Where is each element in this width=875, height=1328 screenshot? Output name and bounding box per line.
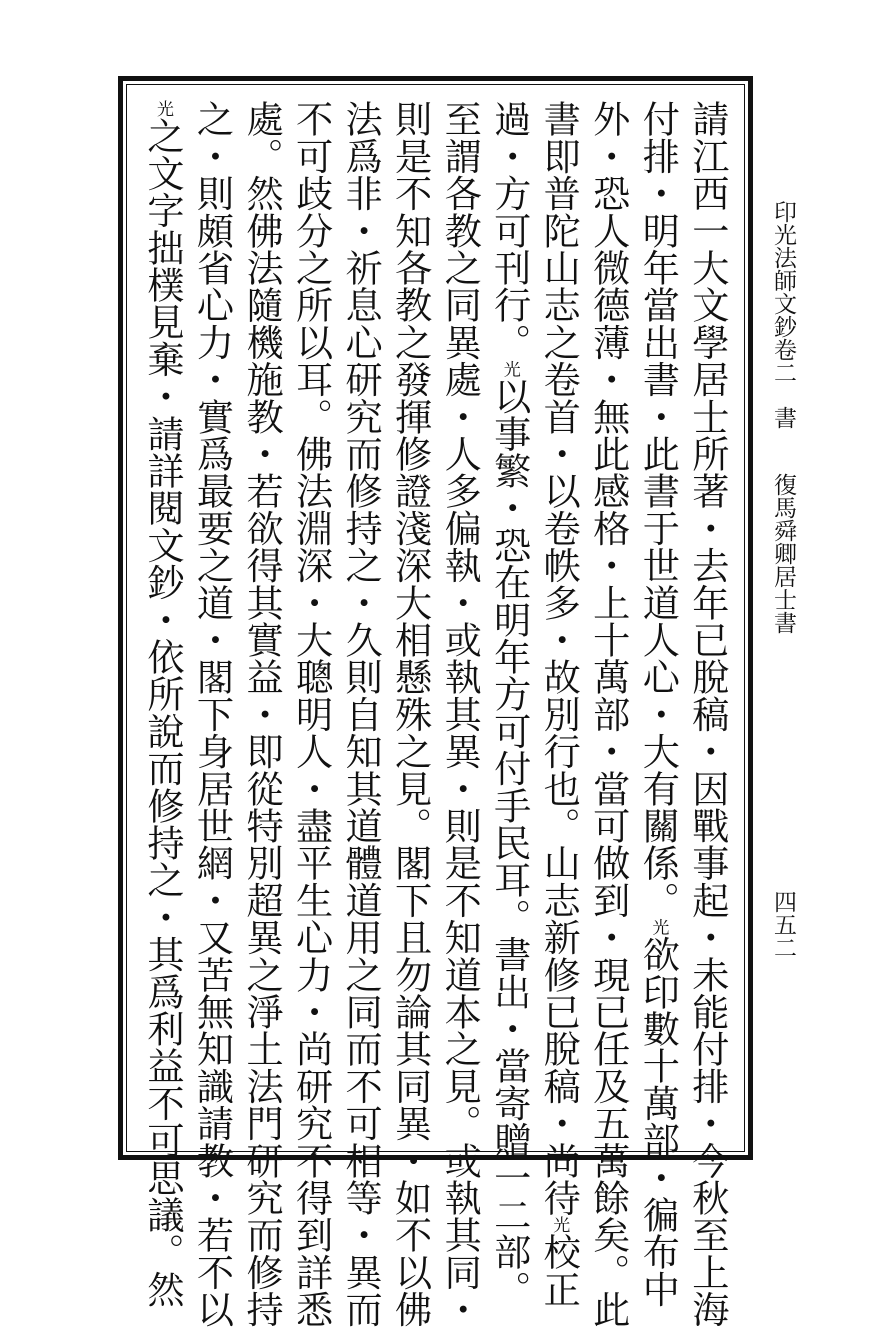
text-column-9: 不可歧分之所以耳。佛法淵深・大聰明人・盡平生心力・尚研究不得到詳悉 <box>289 100 334 1328</box>
letter-title: 復馬舜卿居士書 <box>770 473 796 634</box>
text-column-6: 至謂各教之同異處・人多偏執・或執其異・則是不知道本之見。或執其同・ <box>438 100 483 1328</box>
text-column-8: 法爲非・祈息心研究而修持之・久則自知其道體道用之同而不可相等・異而 <box>339 100 384 1328</box>
text-column-5: 過・方可刊行。光以事繁・恐在明年方可付手民耳。書出・當寄贈一二部。 <box>487 100 532 1308</box>
text-column-2: 付排・明年當出書・此書于世道人心・大有關係。光欲印數十萬部・徧布中 <box>636 100 681 1308</box>
section-label: 書 <box>770 406 796 429</box>
text-column-4: 書即普陀山志之卷首・以卷帙多・故別行也。山志新修已脫稿・尚待光校正 <box>537 100 582 1308</box>
page-number: 四五二 <box>770 890 796 959</box>
text-column-7: 則是不知各教之發揮修證淺深大相懸殊之見。閣下且勿論其同異・如不以佛 <box>388 100 433 1328</box>
text-column-11: 之・則頗省心力・實爲最要之道・閣下身居世網・又苦無知識請教・若不以 <box>190 100 235 1328</box>
text-column-10: 處。然佛法隨機施教・若欲得其實益・即從特別超異之淨土法門研究而修持 <box>240 100 285 1328</box>
text-column-12: 光之文字拙樸見棄・請詳閱文鈔・依所說而修持之・其爲利益不可思議。然 <box>141 100 185 1308</box>
book-title: 印光法師文鈔卷二 <box>770 200 796 384</box>
body-text <box>140 100 730 1328</box>
text-column-3: 外・恐人微德薄・無此感格・上十萬部・當可做到・現已任及五萬餘矣。此 <box>586 100 631 1328</box>
text-column-1: 請江西一大文學居士所著・去年已脫稿・因戰事起・未能付排・今秋至上海 <box>685 100 730 1328</box>
margin-header <box>770 200 796 634</box>
